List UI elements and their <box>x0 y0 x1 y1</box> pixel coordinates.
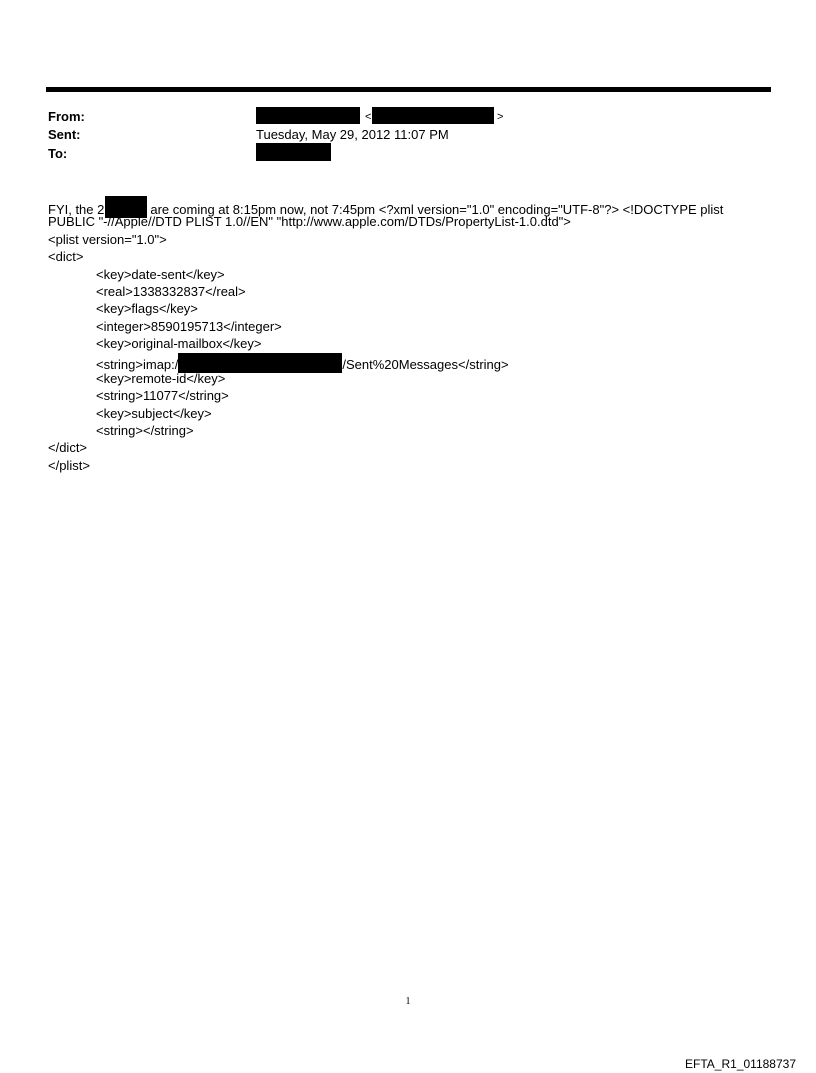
body-line: PUBLIC "-//Apple//DTD PLIST 1.0//EN" "http://www.apple.com/DTDs/PropertyList-1.0.dtd"> <box>48 214 571 230</box>
body-line <box>48 196 778 217</box>
from-close-bracket: > <box>497 111 504 123</box>
bates-number: EFTA_R1_01188737 <box>685 1057 796 1071</box>
to-label: To: <box>48 146 68 161</box>
body-text-segment: /Sent%20Messages</string> <box>342 356 509 372</box>
from-open-bracket: < <box>365 111 372 123</box>
body-line: <key>remote-id</key> <box>96 370 226 386</box>
page-number: 1 <box>405 996 411 1007</box>
body-line: <string></string> <box>96 423 194 439</box>
body-line: <dict> <box>48 249 84 265</box>
body-line: <real>1338332837</real> <box>96 283 246 299</box>
from-email-redaction <box>372 107 494 124</box>
body-text-segment: <string>imap:/ <box>96 356 179 372</box>
body-line: <integer>8590195713</integer> <box>96 318 282 334</box>
body-line: <key>original-mailbox</key> <box>96 336 262 352</box>
body-line: <key>flags</key> <box>96 301 198 317</box>
to-redaction <box>256 143 331 161</box>
body-line: <key>date-sent</key> <box>96 266 225 282</box>
body-line: <string>11077</string> <box>96 388 229 404</box>
body-line: </plist> <box>48 457 90 473</box>
body-line: <key>subject</key> <box>96 405 212 421</box>
sent-label: Sent: <box>48 127 81 142</box>
message-body <box>48 196 778 474</box>
body-text-segment: FYI, the 2 <box>48 202 105 217</box>
from-label: From: <box>48 109 85 124</box>
body-line: <plist version="1.0"> <box>48 231 167 247</box>
sent-value: Tuesday, May 29, 2012 11:07 PM <box>256 127 449 142</box>
body-line <box>48 353 778 370</box>
body-text-segment: are coming at 8:15pm now, not 7:45pm <?xml version="1.0" encoding="UTF-8"?> <!DOCTYPE plist <box>150 202 724 217</box>
body-line: </dict> <box>48 440 88 456</box>
from-name-redaction <box>256 107 360 124</box>
header-rule <box>46 87 771 92</box>
